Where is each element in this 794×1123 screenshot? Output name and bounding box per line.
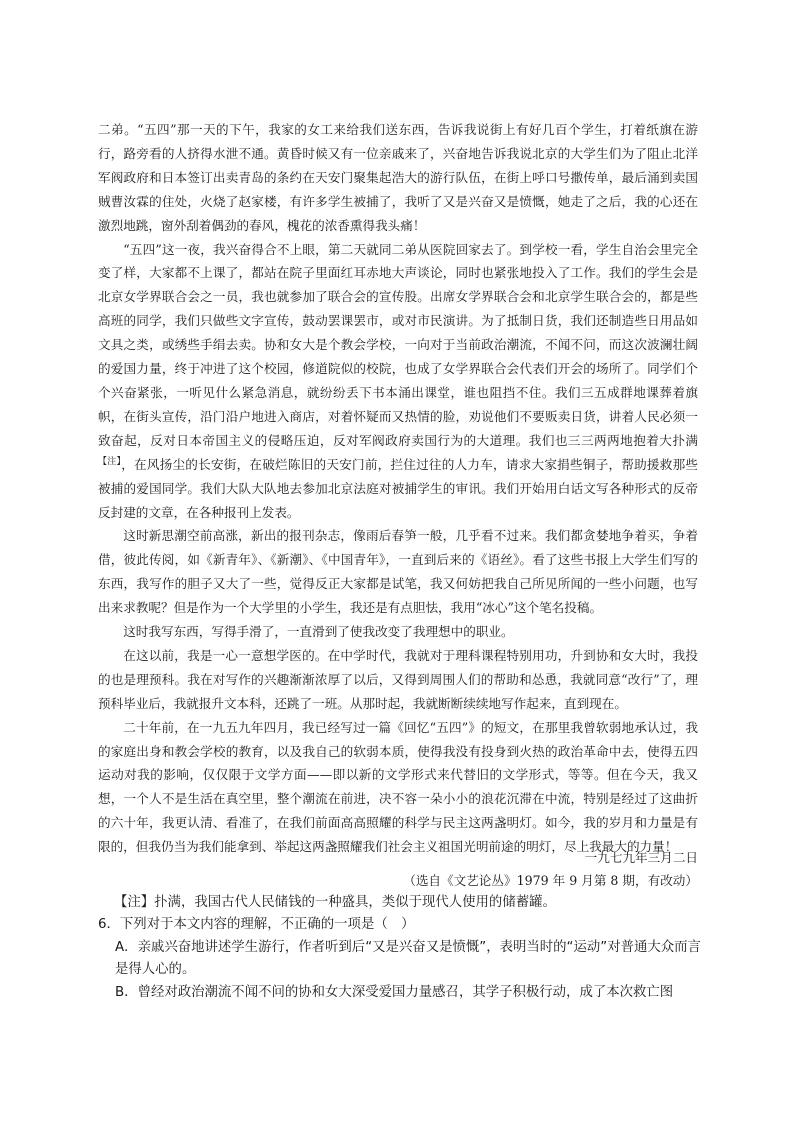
passage-paragraph: 这时我写东西，写得手滑了，一直滑到了使我改变了我理想中的职业。 (123, 624, 514, 640)
passage-paragraph: 这时新思潮空前高涨，新出的报刊杂志，像雨后春笋一般，几乎看不过来。我们都贪婪地争着买，争着借，彼此传阅，如《新青年》、《新潮》、《中国青年》，一直到后来的《语丝》。看了这些书报上大学生们写的东西，我写作的胆子又大了一些，觉得反正大家都是试笔，我又何妨把我自己所见所闻的一些小问题，也写出来求教呢？但是作为一个大学里的小学生，我还是有点胆怯，我用“冰心”这个笔名投稿。 (98, 528, 698, 616)
option-a (98, 937, 708, 982)
passage-paragraph: 二十年前，在一九五九年四月，我已经写过一篇《回忆“五四”》的短文，在那里我曾软弱地承认过，我的家庭出身和教会学校的教育，以及我自己的软弱本质，使得我没有投身到火热的政治革命中去，使得五四运动对我的影响，仅仅限于文学方面——即以新的文学形式来代替旧的文学形式，等等。但在今天，我又想，一个人不是生活在真空里，整个潮流在前进，决不容一朵小小的浪花沉滞在中流，特别是经过了这曲折的六十年，我更认清、看准了，在我们前面高高照耀的科学与民主这两盏明灯。如今，我的岁月和力量是有限的，但我仍当为我们能拿到、举起这两盏照耀我们社会主义祖国光明前途的明灯，尽上我最大的力量！ (98, 719, 698, 855)
question-stem: 6．下列对于本文内容的理解，不正确的一项是（ ） (98, 917, 415, 932)
passage-paragraph: 在这以前，我是一心一意想学医的。在中学时代，我就对于理科课程特别用功，升到协和女大时，我投的也是理预科。我在对写作的兴趣渐渐浓厚了以后，又得到周围人们的帮助和怂恿，我就同意“改行”了，理预科毕业后，我就报升文本科，还跳了一班。从那时起，我就断断续续地写作起来，直到现在。 (98, 647, 698, 711)
option-label: B． (115, 984, 138, 1000)
passage-paragraph-text: “五四”这一夜，我兴奋得合不上眼，第二天就同二弟从医院回家去了。到学校一看，学生自治会里完全变了样，大家都不上课了，都站在院子里面红耳赤地大声谈论，同时也紧张地投入了工作。我们的学生会是北京女学界联合会之一员，我也就参加了联合会的宣传股。出席女学界联合会和北京学生联合会的，都是些高班的同学，我们只做些文字宣传，鼓动罢课罢市，或对市民演讲。为了抵制日货，我们还制造些日用品如文具之类，或绣些手绢去卖。协和女大是个教会学校，一向对于当前政治潮流，不闻不问，而这次波澜壮阔的爱国力量，终于冲进了这个校园，修道院似的校院，也成了女学界联合会代表们开会的场所了。同学们个个兴奋紧张，一听见什么紧急消息，就纷纷丢下书本涌出课堂，谁也阻挡不住。我们三五成群地课葬着旗帜，在街头宣传，沿门沿户地进入商店，对着怀疑而又热情的脸，劝说他们不要贩卖日货，讲着人民必须一致奋起，反对日本帝国主义的侵略压迫，反对军阀政府卖国行为的大道理。我们也三三两两地抱着大扑满 (98, 241, 698, 448)
option-b (98, 982, 708, 1005)
passage-paragraph-text: ，在风扬尘的长安街，在破烂陈旧的天安门前，拦住过往的人力车，请求大家捐些铜子，帮助援救那些被捕的爱国同学。我们大队大队地去参加北京法庭对被捕学生的审讯。我们开始用白话文写各种形式的反帝反封建的文章，在各种报刊上发表。 (98, 456, 698, 520)
option-text: 亲戚兴奋地讲述学生游行，作者听到后“又是兴奋又是愤慨”，表明当时的“运动”对普通大众而言是得人心的。 (115, 939, 701, 977)
question-6 (98, 914, 708, 1004)
passage-date: 一九七九年三月二日 (584, 850, 698, 865)
passage-paragraph (98, 238, 698, 525)
footnote: 【注】扑满，我国古代人民储钱的一种盛具，类似于现代人使用的储蓄罐。 (114, 895, 556, 910)
passage-paragraph: 二弟。“五四”那一天的下午，我家的女工来给我们送东西，告诉我说街上有好几百个学生，打着纸旗在游行，路旁看的人挤得水泄不通。黄昏时候又有一位亲戚来了，兴奋地告诉我说北京的大学生们为了阻止北洋军阀政府和日本签订出卖青岛的条约在天安门聚集起浩大的游行队伍，在街上呼口号撒传单，最后涌到卖国贼曹汝霖的住处，火烧了赵家楼，有许多学生被捕了，我听了又是兴奋又是愤慨，她走了之后，我的心还在激烈地跳，窗外刮着偶劲的春风，槐花的浓香熏得我头痛！ (98, 122, 698, 233)
reading-passage (98, 118, 698, 859)
option-text: 曾经对政治潮流不闻不问的协和女大深受爱国力量感召，其学子积极行动，成了本次救亡图 (137, 984, 674, 1000)
passage-source: （选自《文艺论丛》1979 年 9 月第 8 期，有改动） (403, 873, 698, 888)
option-label: A． (115, 939, 138, 955)
footnote-marker: 【注】 (98, 456, 122, 467)
